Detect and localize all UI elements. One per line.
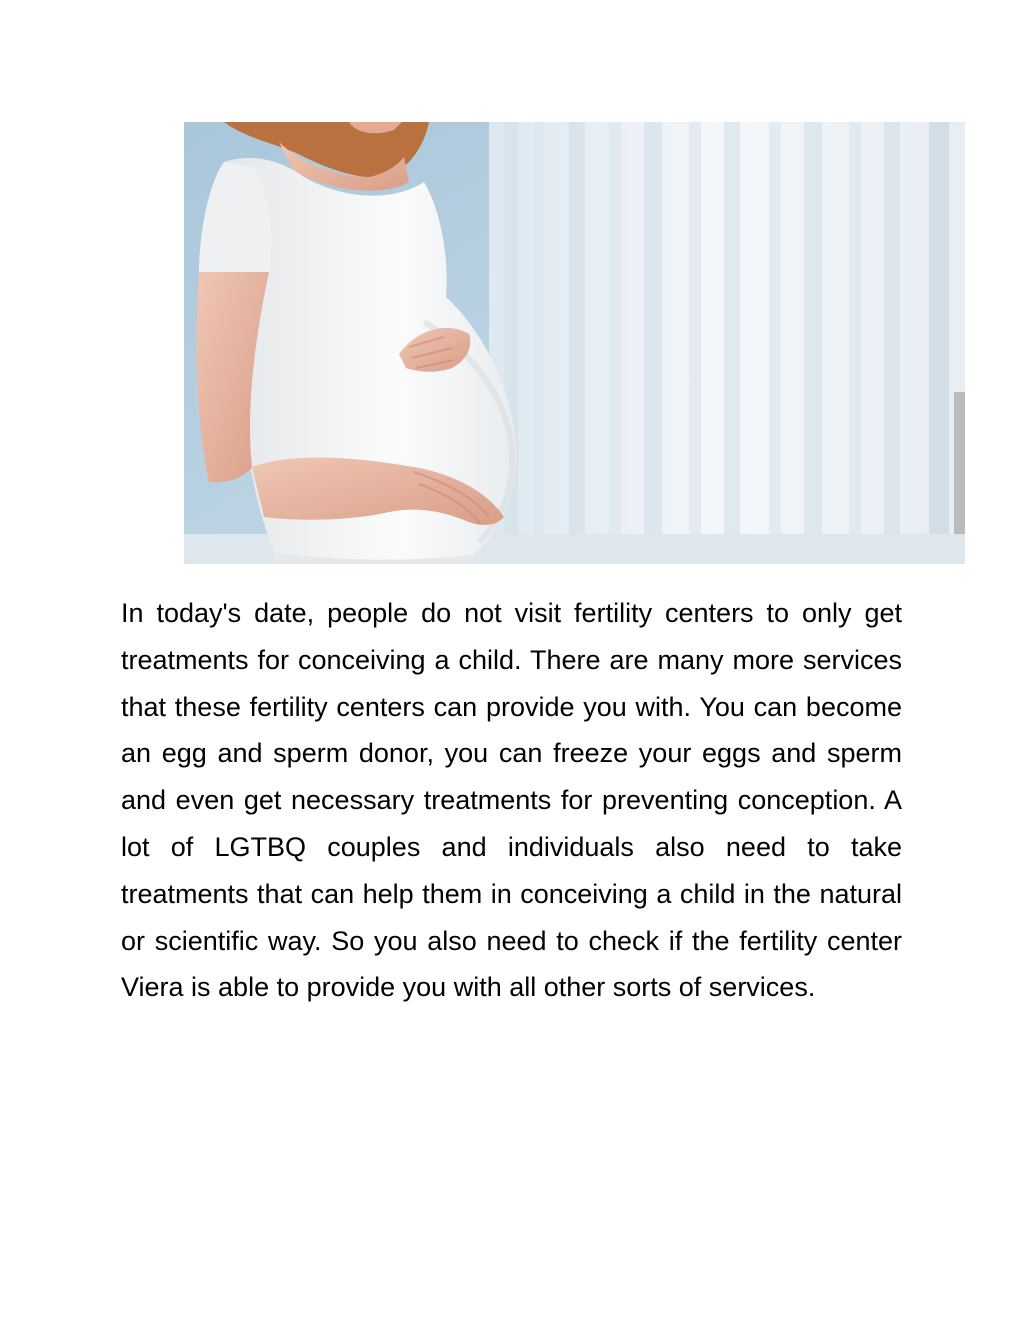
pregnancy-photo [184,122,965,564]
curtain [489,122,965,564]
body-paragraph: In today's date, people do not visit fertility centers to only get treatments for conceiving a child. There are many more services that these fertility centers can provide you with. You can become an egg and sperm donor, you can freeze your eggs and sperm and even get necessary treatments for preventing conception. A lot of LGTBQ couples and individuals also need to take treatments that can help them in conceiving a child in the natural or scientific way. So you also need to check if the fertility center Viera is able to provide you with all other sorts of services. [121,598,902,1003]
